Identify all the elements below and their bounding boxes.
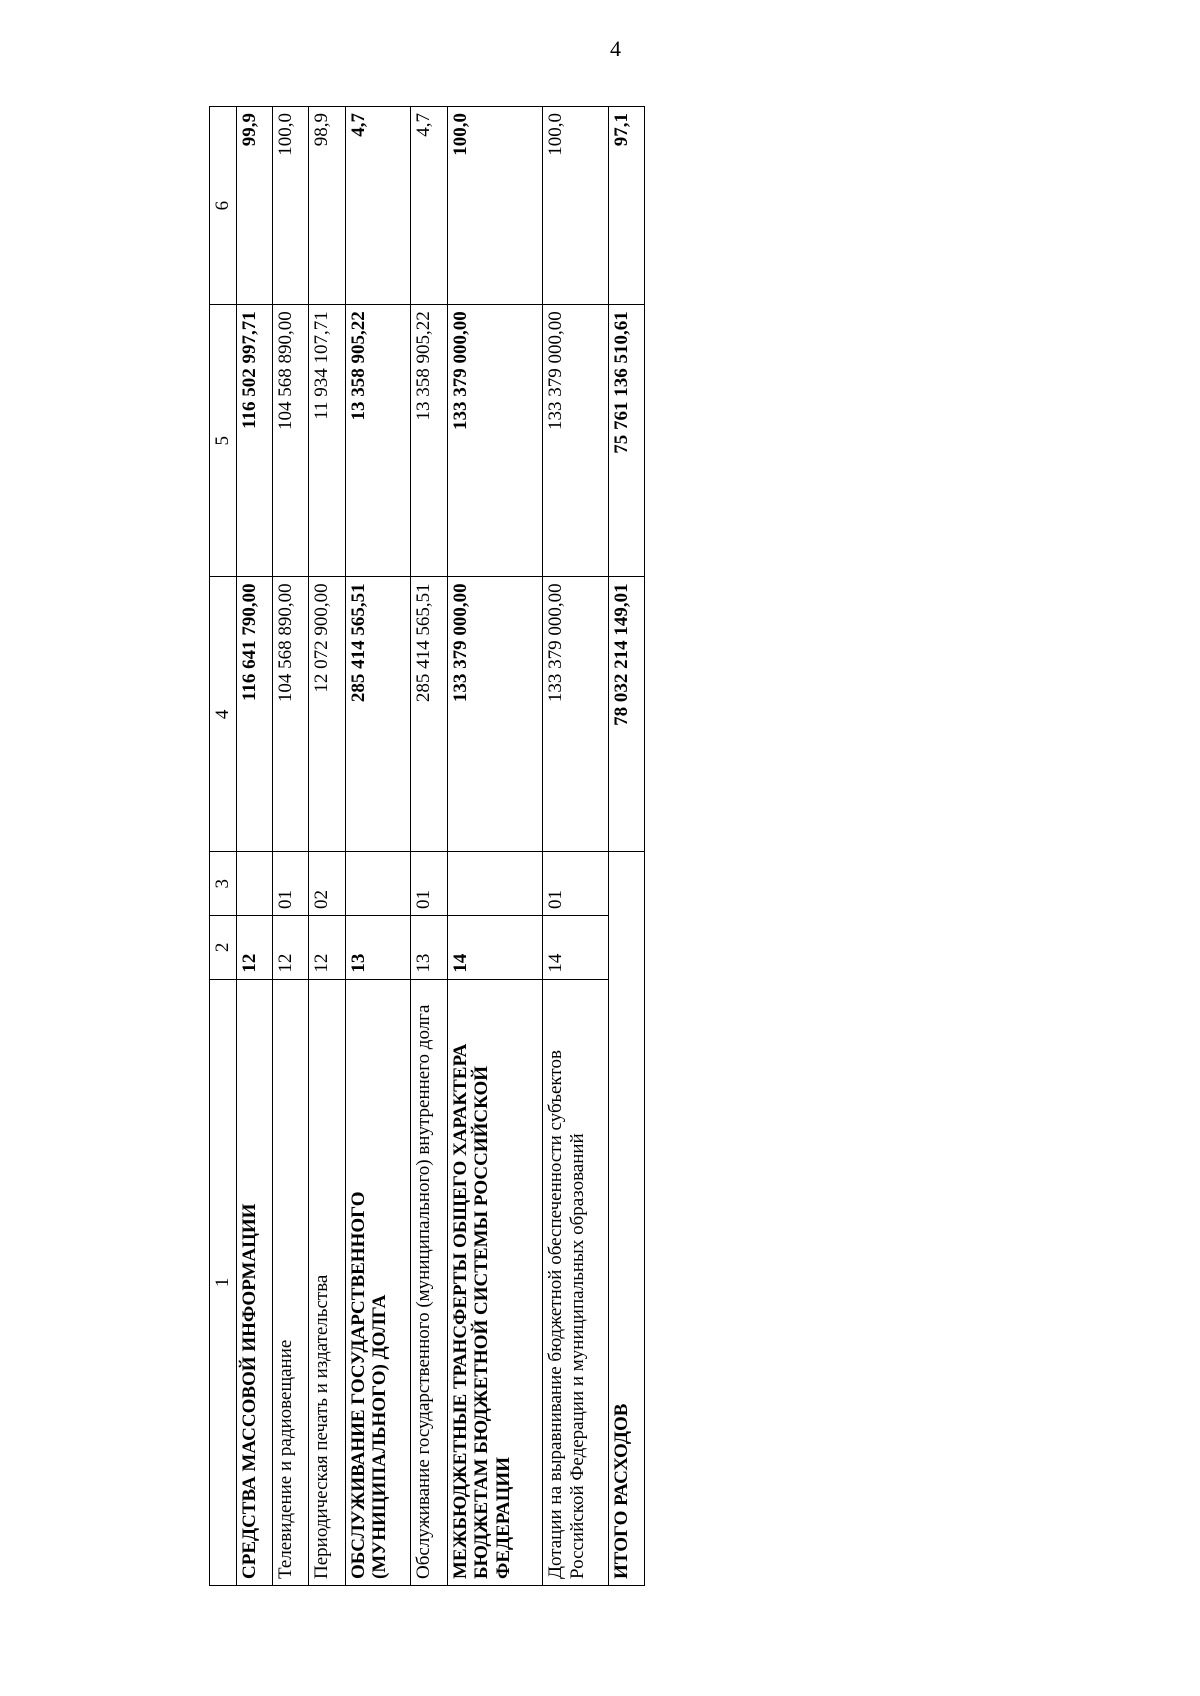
row-planned: 116 641 790,00: [236, 577, 272, 852]
row-section: 13: [345, 916, 411, 980]
row-subsection: [236, 852, 272, 916]
column-header: 5: [210, 305, 237, 577]
row-subsection: 01: [411, 852, 447, 916]
row-percent: 100,0: [542, 107, 608, 305]
row-subsection: 02: [309, 852, 345, 916]
total-label: ИТОГО РАСХОДОВ: [608, 852, 644, 1586]
row-subsection: [447, 852, 542, 916]
row-section: 13: [411, 916, 447, 980]
column-header: 6: [210, 107, 237, 305]
row-name: Обслуживание государственного (муниципального) внутреннего долга: [411, 979, 447, 1585]
budget-expenditure-table: [209, 106, 645, 1586]
total-row: [608, 107, 644, 1586]
row-name: Телевидение и радиовещание: [273, 979, 309, 1585]
row-name: Дотации на выравнивание бюджетной обеспеченности субъектов Российской Федерации и муниципальных образований: [542, 979, 608, 1585]
column-header: 2: [210, 916, 237, 980]
row-planned: 285 414 565,51: [345, 577, 411, 852]
column-header: 4: [210, 577, 237, 852]
row-planned: 285 414 565,51: [411, 577, 447, 852]
column-header: 3: [210, 852, 237, 916]
table-row: [542, 107, 608, 1586]
row-executed: 11 934 107,71: [309, 305, 345, 577]
row-section: 14: [542, 916, 608, 980]
row-planned: 12 072 900,00: [309, 577, 345, 852]
row-name: СРЕДСТВА МАССОВОЙ ИНФОРМАЦИИ: [236, 979, 272, 1585]
row-percent: 99,9: [236, 107, 272, 305]
row-planned: 133 379 000,00: [447, 577, 542, 852]
row-executed: 104 568 890,00: [273, 305, 309, 577]
row-section: 12: [309, 916, 345, 980]
row-executed: 133 379 000,00: [447, 305, 542, 577]
row-name: МЕЖБЮДЖЕТНЫЕ ТРАНСФЕРТЫ ОБЩЕГО ХАРАКТЕРА БЮДЖЕТАМ БЮДЖЕТНОЙ СИСТЕМЫ РОССИЙСКОЙ ФЕДЕРАЦИИ: [447, 979, 542, 1585]
row-executed: 116 502 997,71: [236, 305, 272, 577]
table-row: [309, 107, 345, 1586]
table-header-row: [210, 107, 237, 1586]
row-name: ОБСЛУЖИВАНИЕ ГОСУДАРСТВЕННОГО (МУНИЦИПАЛЬНОГО) ДОЛГА: [345, 979, 411, 1585]
row-section: 14: [447, 916, 542, 980]
row-percent: 98,9: [309, 107, 345, 305]
row-name: Периодическая печать и издательства: [309, 979, 345, 1585]
total-percent: 97,1: [608, 107, 644, 305]
row-percent: 100,0: [273, 107, 309, 305]
row-subsection: [345, 852, 411, 916]
column-header: 1: [210, 979, 237, 1585]
row-section: 12: [236, 916, 272, 980]
total-planned: 78 032 214 149,01: [608, 577, 644, 852]
total-executed: 75 761 136 510,61: [608, 305, 644, 577]
table-row: [447, 107, 542, 1586]
budget-table-container: [209, 106, 645, 1586]
table-row: [411, 107, 447, 1586]
row-subsection: 01: [542, 852, 608, 916]
row-planned: 133 379 000,00: [542, 577, 608, 852]
row-executed: 13 358 905,22: [345, 305, 411, 577]
row-percent: 4,7: [411, 107, 447, 305]
table-row: [345, 107, 411, 1586]
row-executed: 133 379 000,00: [542, 305, 608, 577]
table-body: [236, 107, 644, 1586]
row-section: 12: [273, 916, 309, 980]
row-percent: 100,0: [447, 107, 542, 305]
table-row: [236, 107, 272, 1586]
row-subsection: 01: [273, 852, 309, 916]
row-percent: 4,7: [345, 107, 411, 305]
row-planned: 104 568 890,00: [273, 577, 309, 852]
page-number: 4: [610, 36, 621, 61]
table-row: [273, 107, 309, 1586]
row-executed: 13 358 905,22: [411, 305, 447, 577]
